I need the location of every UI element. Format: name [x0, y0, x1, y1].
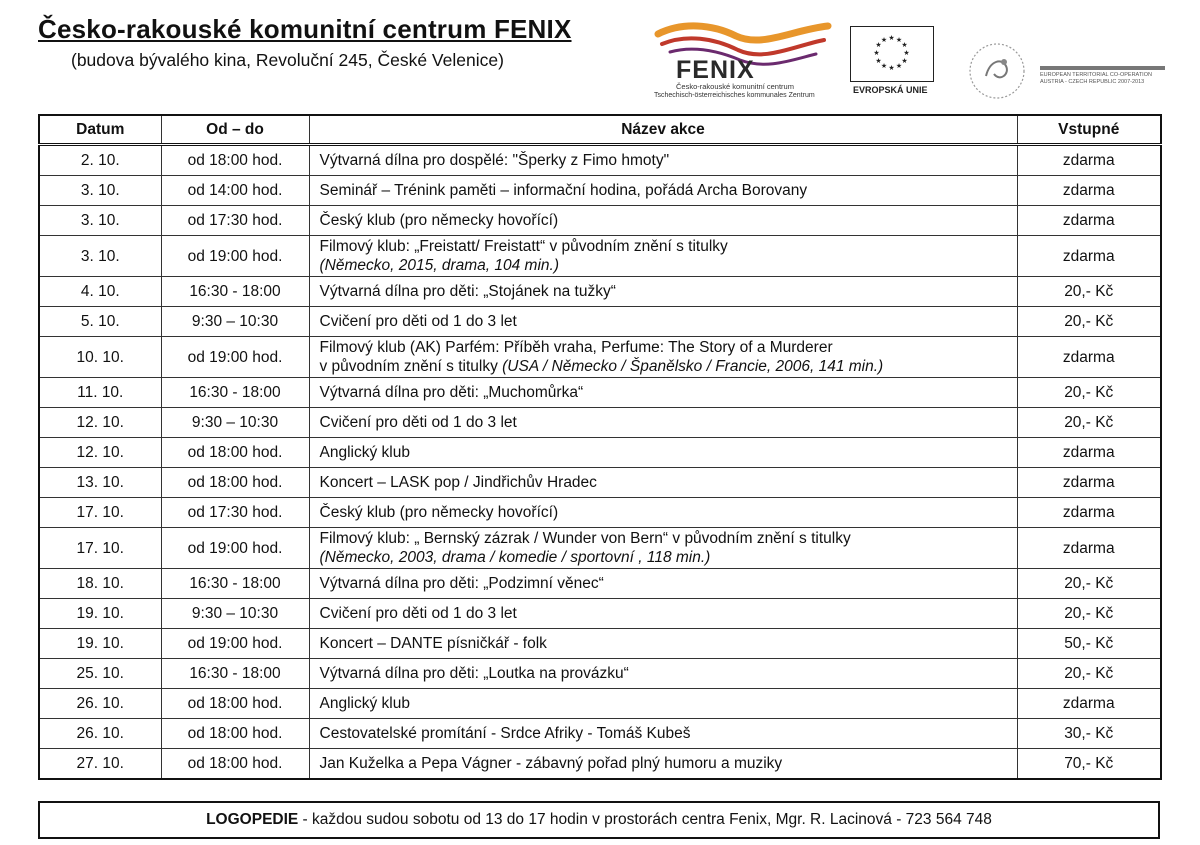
event-price: 20,- Kč — [1017, 378, 1161, 408]
table-row — [39, 528, 1161, 569]
event-title-cell — [309, 236, 1017, 277]
event-date: 26. 10. — [39, 719, 161, 749]
svg-text:★: ★ — [875, 41, 882, 49]
event-note: (USA / Německo / Španělsko / Francie, 2006, 141 min.) — [502, 358, 884, 375]
event-date: 25. 10. — [39, 659, 161, 689]
table-row — [39, 569, 1161, 599]
svg-text:★: ★ — [888, 64, 895, 72]
event-price: zdarma — [1017, 176, 1161, 206]
event-name: Cvičení pro děti od 1 do 3 let — [319, 313, 517, 330]
event-time: od 14:00 hod. — [161, 176, 309, 206]
event-title-cell — [309, 719, 1017, 749]
event-title-cell — [309, 629, 1017, 659]
event-date: 11. 10. — [39, 378, 161, 408]
event-price: zdarma — [1017, 145, 1161, 176]
event-time: 16:30 - 18:00 — [161, 277, 309, 307]
page-title: Česko-rakouské komunitní centrum FENIX — [38, 14, 572, 44]
event-name: Filmový klub: „ Bernský zázrak / Wunder von Bern“ v původním znění s titulky — [319, 530, 851, 547]
col-header-time: Od – do — [161, 115, 309, 145]
eu-flag — [850, 26, 934, 82]
event-price: 70,- Kč — [1017, 749, 1161, 780]
event-date: 3. 10. — [39, 236, 161, 277]
event-title-cell — [309, 569, 1017, 599]
table-row — [39, 236, 1161, 277]
event-name: Výtvarná dílna pro děti: „Loutka na provázku“ — [319, 665, 629, 682]
event-time: od 17:30 hod. — [161, 498, 309, 528]
table-row — [39, 408, 1161, 438]
event-time: 9:30 – 10:30 — [161, 307, 309, 337]
event-price: 20,- Kč — [1017, 599, 1161, 629]
event-title-cell — [309, 528, 1017, 569]
event-date: 17. 10. — [39, 498, 161, 528]
table-row — [39, 689, 1161, 719]
event-name: Cestovatelské promítání - Srdce Afriky - Tomáš Kubeš — [319, 725, 691, 742]
event-date: 18. 10. — [39, 569, 161, 599]
event-date: 27. 10. — [39, 749, 161, 780]
event-date: 12. 10. — [39, 408, 161, 438]
table-row — [39, 468, 1161, 498]
table-row — [39, 378, 1161, 408]
event-title-cell — [309, 408, 1017, 438]
event-title-cell — [309, 307, 1017, 337]
table-row — [39, 176, 1161, 206]
svg-text:★: ★ — [875, 57, 882, 65]
event-date: 3. 10. — [39, 206, 161, 236]
event-price: 20,- Kč — [1017, 569, 1161, 599]
event-price: 50,- Kč — [1017, 629, 1161, 659]
event-price: zdarma — [1017, 206, 1161, 236]
eu-label: EVROPSKÁ UNIE — [853, 85, 928, 95]
svg-text:★: ★ — [895, 62, 903, 70]
event-title-cell — [309, 749, 1017, 780]
event-name: Koncert – LASK pop / Jindřichův Hradec — [319, 474, 597, 491]
event-title-cell — [309, 277, 1017, 307]
event-date: 2. 10. — [39, 145, 161, 176]
fenix-tagline-cz: Česko-rakouské komunitní centrum — [676, 82, 794, 91]
event-date: 19. 10. — [39, 629, 161, 659]
table-row — [39, 145, 1161, 176]
table-row — [39, 277, 1161, 307]
svg-text:★: ★ — [873, 49, 880, 57]
event-price: zdarma — [1017, 438, 1161, 468]
event-time: od 18:00 hod. — [161, 749, 309, 780]
event-name: Cvičení pro děti od 1 do 3 let — [319, 414, 517, 431]
svg-text:★: ★ — [901, 57, 908, 65]
event-time: 16:30 - 18:00 — [161, 659, 309, 689]
event-price: zdarma — [1017, 498, 1161, 528]
footer-note — [38, 801, 1160, 839]
event-time: 9:30 – 10:30 — [161, 408, 309, 438]
event-name: Cvičení pro děti od 1 do 3 let — [319, 605, 517, 622]
fenix-tagline-de: Tschechisch-österreichisches kommunales Zentrum — [654, 92, 815, 99]
event-title-cell — [309, 145, 1017, 176]
event-price: 20,- Kč — [1017, 408, 1161, 438]
table-row — [39, 719, 1161, 749]
event-time: 16:30 - 18:00 — [161, 378, 309, 408]
svg-text:★: ★ — [880, 62, 888, 70]
svg-text:★: ★ — [888, 34, 895, 42]
etc-text: EUROPEAN TERRITORIAL CO-OPERATION AUSTRIA - CZECH REPUBLIC 2007-2013 — [1040, 72, 1152, 85]
event-name: Výtvarná dílna pro děti: „Muchomůrka“ — [319, 384, 584, 401]
footer-text: - každou sudou sobotu od 13 do 17 hodin v prostorách centra Fenix, Mgr. R. Lacinová - 723 564 748 — [298, 811, 992, 828]
event-date: 10. 10. — [39, 337, 161, 378]
event-name: Jan Kuželka a Pepa Vágner - zábavný pořad plný humoru a muziky — [319, 755, 783, 772]
event-name: Filmový klub (AK) Parfém: Příběh vraha, Perfume: The Story of a Murderer — [319, 339, 833, 356]
event-time: od 19:00 hod. — [161, 528, 309, 569]
event-name: Seminář – Trénink paměti – informační hodina, pořádá Archa Borovany — [319, 182, 808, 199]
event-title-cell — [309, 468, 1017, 498]
event-date: 17. 10. — [39, 528, 161, 569]
event-date: 13. 10. — [39, 468, 161, 498]
svg-text:★: ★ — [880, 36, 888, 44]
col-header-event: Název akce — [309, 115, 1017, 145]
col-header-date: Datum — [39, 115, 161, 145]
table-row — [39, 206, 1161, 236]
event-time: od 19:00 hod. — [161, 236, 309, 277]
table-row — [39, 749, 1161, 780]
event-price: zdarma — [1017, 236, 1161, 277]
event-price: 20,- Kč — [1017, 307, 1161, 337]
event-title-cell — [309, 176, 1017, 206]
event-time: 16:30 - 18:00 — [161, 569, 309, 599]
event-price: 30,- Kč — [1017, 719, 1161, 749]
table-row — [39, 498, 1161, 528]
etc-bar — [1040, 66, 1165, 70]
event-name: Filmový klub: „Freistatt/ Freistatt“ v původním znění s titulky — [319, 238, 728, 255]
event-name: Výtvarná dílna pro děti: „Podzimní věnec“ — [319, 575, 604, 592]
fenix-wordmark: FENIX — [676, 56, 755, 84]
event-name: Výtvarná dílna pro dospělé: "Šperky z Fimo hmoty" — [319, 152, 670, 169]
svg-text:★: ★ — [903, 49, 910, 57]
event-time: od 18:00 hod. — [161, 468, 309, 498]
event-note: (Německo, 2003, drama / komedie / sportovní , 118 min.) — [319, 549, 711, 566]
event-name: Anglický klub — [319, 444, 410, 461]
table-row — [39, 337, 1161, 378]
event-time: od 18:00 hod. — [161, 145, 309, 176]
event-name-line2: v původním znění s titulky — [319, 358, 503, 375]
table-row — [39, 438, 1161, 468]
etc-seal-icon — [966, 40, 1028, 102]
event-time: od 18:00 hod. — [161, 438, 309, 468]
event-price: zdarma — [1017, 337, 1161, 378]
event-price: 20,- Kč — [1017, 277, 1161, 307]
event-time: od 18:00 hod. — [161, 719, 309, 749]
footer-bold: LOGOPEDIE — [206, 811, 299, 828]
col-header-price: Vstupné — [1017, 115, 1161, 145]
event-date: 3. 10. — [39, 176, 161, 206]
event-title-cell — [309, 337, 1017, 378]
table-row — [39, 659, 1161, 689]
table-row — [39, 599, 1161, 629]
eu-stars-icon — [851, 27, 932, 80]
table-row — [39, 629, 1161, 659]
table-header-row — [39, 115, 1161, 145]
event-time: od 19:00 hod. — [161, 337, 309, 378]
event-title-cell — [309, 378, 1017, 408]
page-subtitle: (budova bývalého kina, Revoluční 245, České Velenice) — [71, 50, 504, 70]
svg-text:★: ★ — [895, 36, 903, 44]
event-title-cell — [309, 659, 1017, 689]
event-time: od 18:00 hod. — [161, 689, 309, 719]
event-price: zdarma — [1017, 689, 1161, 719]
event-name: Koncert – DANTE písničkář - folk — [319, 635, 547, 652]
event-name: Český klub (pro německy hovořící) — [319, 212, 559, 229]
table-row — [39, 307, 1161, 337]
event-time: od 17:30 hod. — [161, 206, 309, 236]
event-title-cell — [309, 599, 1017, 629]
event-title-cell — [309, 498, 1017, 528]
event-price: 20,- Kč — [1017, 659, 1161, 689]
events-table — [38, 114, 1162, 780]
event-name: Anglický klub — [319, 695, 410, 712]
event-title-cell — [309, 206, 1017, 236]
event-title-cell — [309, 689, 1017, 719]
event-price: zdarma — [1017, 528, 1161, 569]
event-name: Český klub (pro německy hovořící) — [319, 504, 559, 521]
svg-text:★: ★ — [901, 41, 908, 49]
event-date: 19. 10. — [39, 599, 161, 629]
event-date: 5. 10. — [39, 307, 161, 337]
event-date: 12. 10. — [39, 438, 161, 468]
event-time: 9:30 – 10:30 — [161, 599, 309, 629]
event-date: 4. 10. — [39, 277, 161, 307]
event-title-cell — [309, 438, 1017, 468]
event-name: Výtvarná dílna pro děti: „Stojánek na tužky“ — [319, 283, 616, 300]
event-date: 26. 10. — [39, 689, 161, 719]
event-time: od 19:00 hod. — [161, 629, 309, 659]
event-note: (Německo, 2015, drama, 104 min.) — [319, 257, 559, 274]
event-price: zdarma — [1017, 468, 1161, 498]
